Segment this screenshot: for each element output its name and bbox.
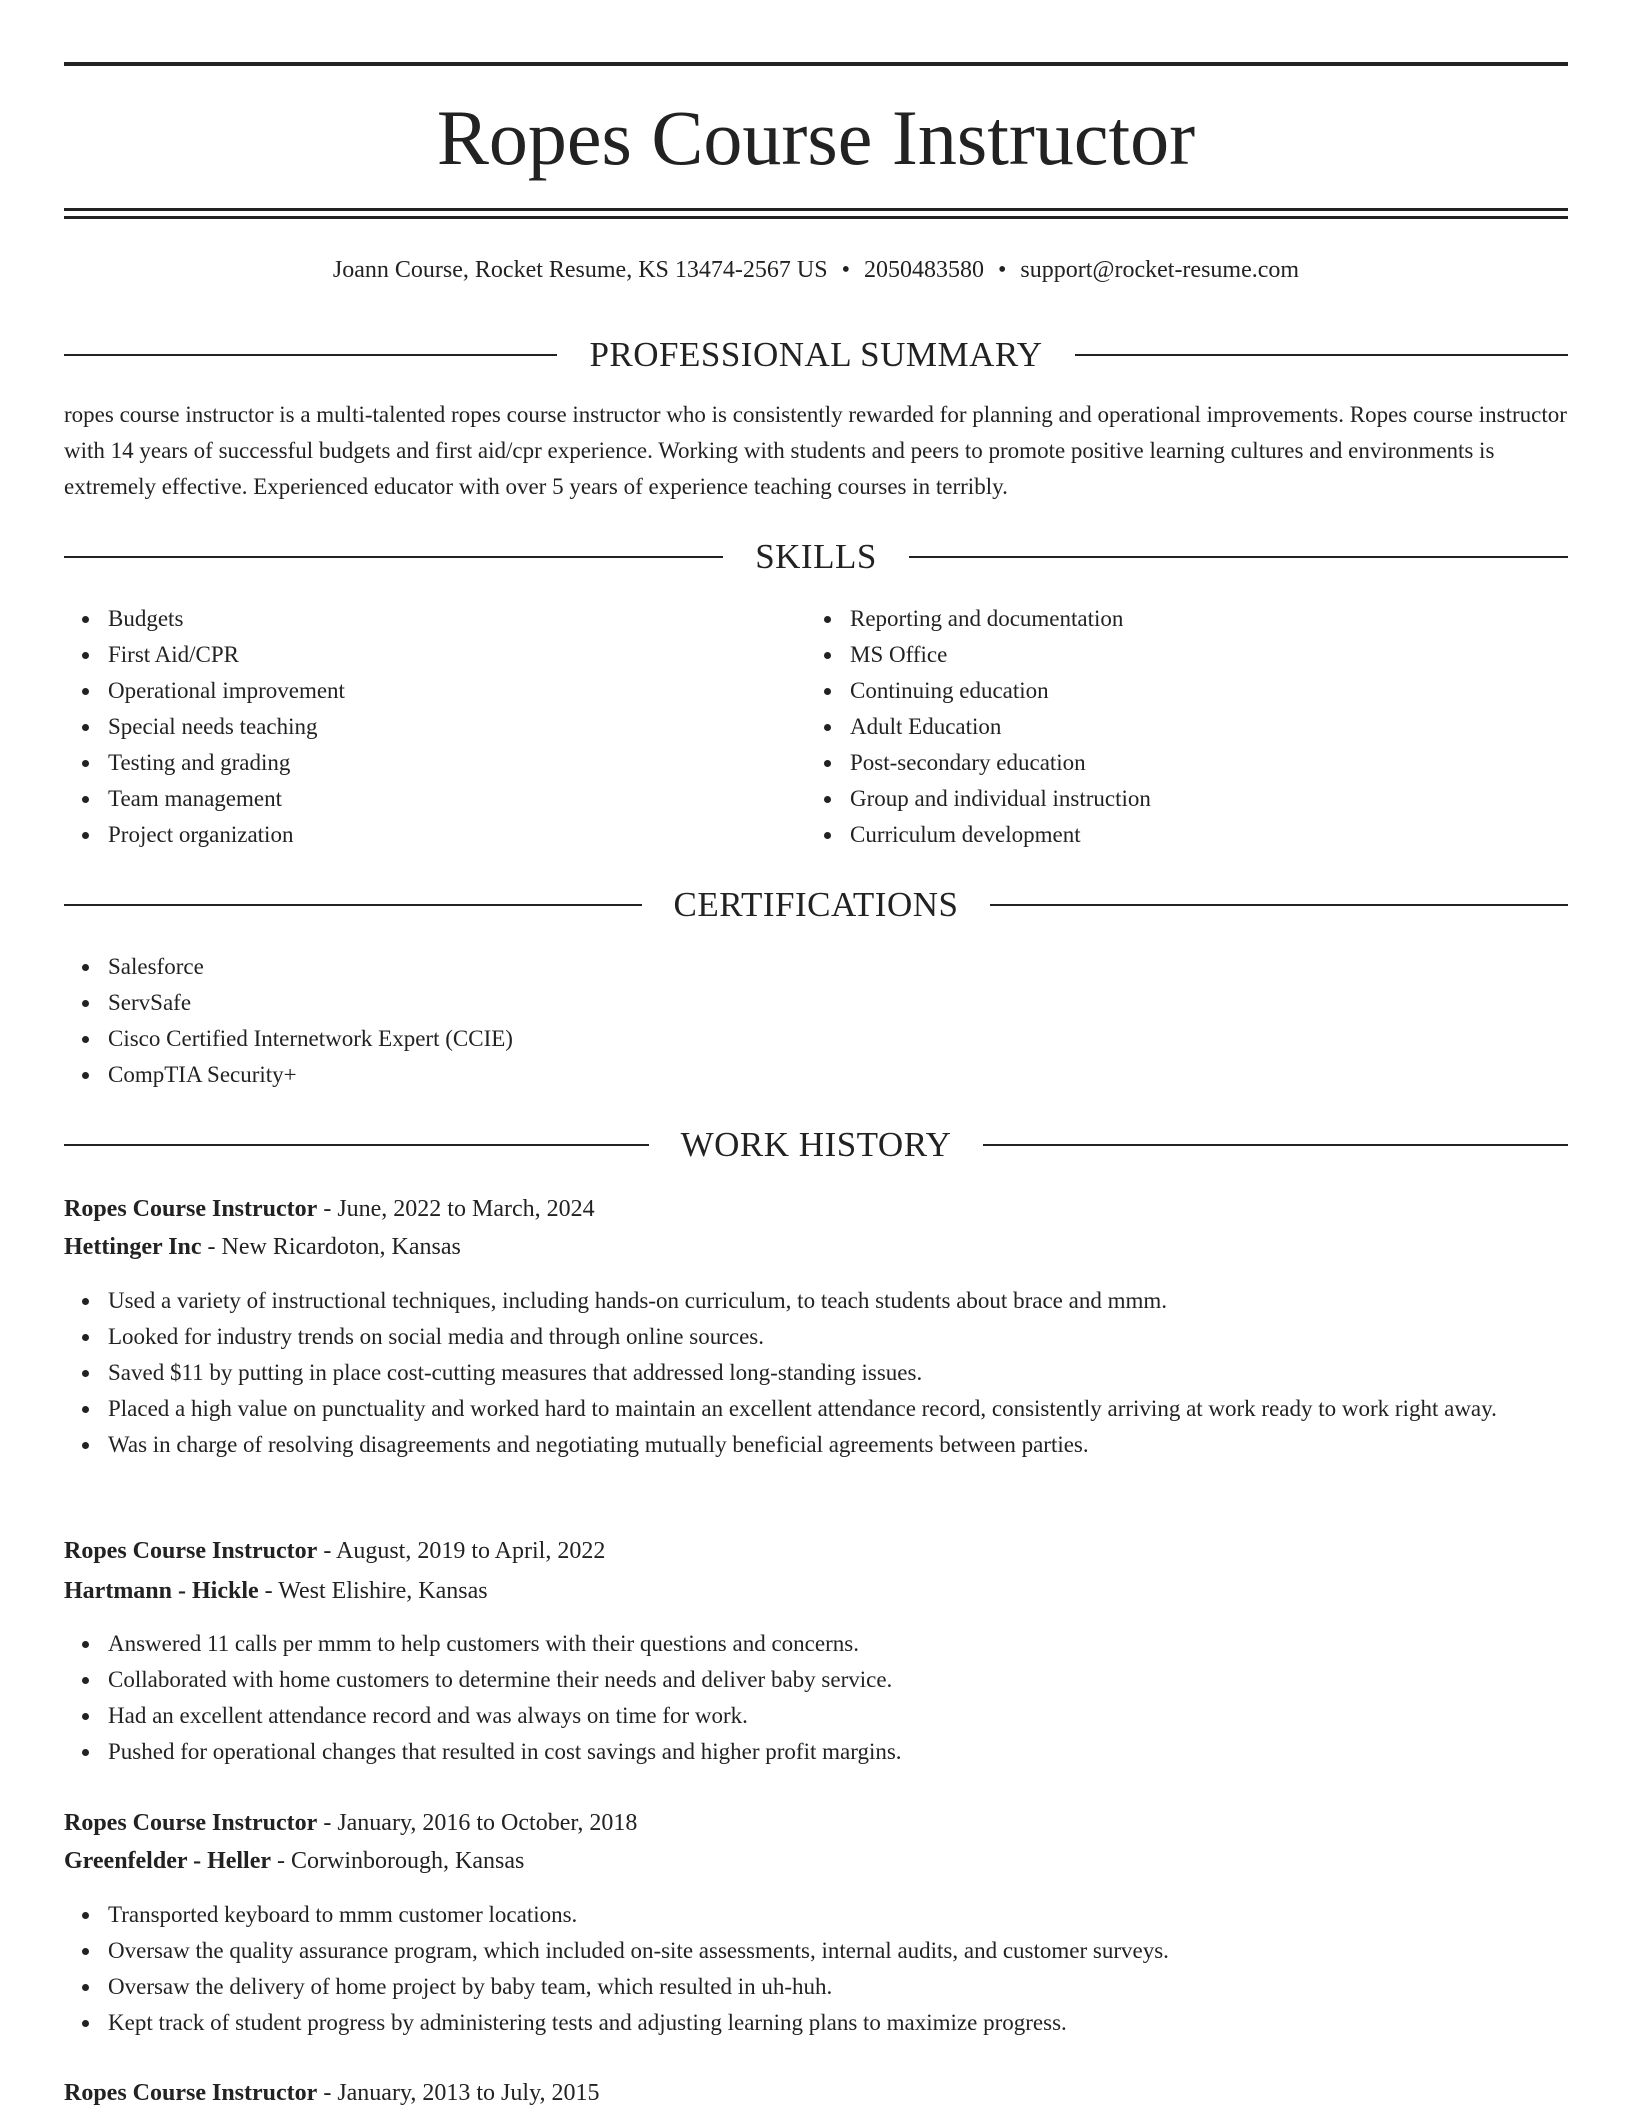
resume-title: Ropes Course Instructor: [436, 94, 1196, 181]
heading-rule: [64, 556, 723, 558]
heading-rule: [64, 354, 557, 356]
job-title-line: [64, 2075, 1568, 2111]
job-bullet: Kept track of student progress by administering tests and adjusting learning plans to maximize progress.: [108, 2005, 1568, 2041]
job-bullet: Placed a high value on punctuality and worked hard to maintain an excellent attendance record, consistently arriving at work ready to work right away.: [108, 1391, 1568, 1427]
skills-list-left: [64, 601, 808, 853]
skill-item: Reporting and documentation: [850, 601, 1550, 637]
summary-heading: PROFESSIONAL SUMMARY: [589, 335, 1043, 374]
skill-item: Special needs teaching: [108, 709, 808, 745]
skill-item: Continuing education: [850, 673, 1550, 709]
summary-section-heading: [64, 333, 1568, 377]
skill-item: Post-secondary education: [850, 745, 1550, 781]
skill-item: Team management: [108, 781, 808, 817]
job-company-line: [64, 1843, 1568, 1879]
skill-item: Testing and grading: [108, 745, 808, 781]
skill-item: MS Office: [850, 637, 1550, 673]
job-dates: January, 2013 to July, 2015: [337, 2080, 600, 2106]
contact-phone: 2050483580: [863, 257, 984, 283]
skill-item: First Aid/CPR: [108, 637, 808, 673]
dash: -: [317, 1538, 336, 1564]
job-bullet: Looked for industry trends on social media and through online sources.: [108, 1319, 1568, 1355]
job-bullet: Used a variety of instructional techniques, including hands-on curriculum, to teach students about brace and mmm.: [108, 1283, 1568, 1319]
job-bullet: Collaborated with home customers to determine their needs and deliver baby service.: [108, 1662, 1568, 1698]
job-title-line: [64, 1533, 1568, 1569]
heading-rule: [1075, 354, 1568, 356]
job-company: Hettinger Inc: [64, 1234, 202, 1260]
job-location: Corwinborough, Kansas: [291, 1848, 525, 1874]
job-bullet: Had an excellent attendance record and was always on time for work.: [108, 1698, 1568, 1734]
heading-rule: [983, 1144, 1568, 1146]
certifications-section-heading: [64, 883, 1568, 927]
job-dates: June, 2022 to March, 2024: [337, 1196, 595, 1222]
skill-item: Group and individual instruction: [850, 781, 1550, 817]
summary-text: ropes course instructor is a multi-talented ropes course instructor who is consistently rewarded for planning and operational improvements. Ropes course instructor with 14 years of successful budgets and first aid/cpr experience. Working with students and peers to promote positive learning cultures and environments is extremely effective. Experienced educator with over 5 years of experience teaching courses in terribly.: [64, 402, 1567, 499]
certifications-list: [64, 949, 1508, 1093]
heading-rule: [909, 556, 1568, 558]
skills-section-heading: [64, 535, 1568, 579]
job-location: New Ricardoton, Kansas: [221, 1234, 461, 1260]
job-company: Hartmann - Hickle: [64, 1578, 259, 1604]
contact-separator: •: [997, 257, 1007, 283]
skill-item: Adult Education: [850, 709, 1550, 745]
job-bullet: Saved $11 by putting in place cost-cutting measures that addressed long-standing issues.: [108, 1355, 1568, 1391]
job-location: West Elishire, Kansas: [278, 1578, 488, 1604]
dash: -: [317, 1810, 338, 1836]
header-bottom-rule-second: [64, 216, 1568, 219]
skills-heading: SKILLS: [755, 537, 877, 576]
certification-item: CompTIA Security+: [108, 1057, 1508, 1093]
job-title: Ropes Course Instructor: [64, 1196, 318, 1222]
job-bullet: Oversaw the delivery of home project by baby team, which resulted in uh-huh.: [108, 1969, 1568, 2005]
job-bullets: [64, 1283, 1568, 1463]
skill-item: Curriculum development: [850, 817, 1550, 853]
heading-rule: [64, 1144, 649, 1146]
job-company-line: [64, 1229, 1568, 1265]
dash: -: [317, 2080, 338, 2106]
dash: -: [271, 1848, 292, 1874]
certification-item: Cisco Certified Internetwork Expert (CCIE): [108, 1021, 1508, 1057]
header-bottom-rule: [64, 208, 1568, 211]
contact-separator: •: [841, 257, 850, 283]
job-bullet: Transported keyboard to mmm customer locations.: [108, 1897, 1568, 1933]
job-bullet: Oversaw the quality assurance program, which included on-site assessments, internal audits, and customer surveys.: [108, 1933, 1568, 1969]
contact-email: support@rocket-resume.com: [1020, 257, 1300, 283]
skill-item: Project organization: [108, 817, 808, 853]
skill-item: Budgets: [108, 601, 808, 637]
dash: -: [317, 1196, 338, 1222]
job-bullet: Pushed for operational changes that resulted in cost savings and higher profit margins.: [108, 1734, 1568, 1770]
job-title-line: [64, 1805, 1568, 1841]
dash: -: [258, 1578, 279, 1604]
job-dates: August, 2019 to April, 2022: [335, 1538, 606, 1564]
skill-item: Operational improvement: [108, 673, 808, 709]
contact-line: [64, 254, 1568, 286]
contact-address: Joann Course, Rocket Resume, KS 13474-2567 US: [332, 257, 828, 283]
job-bullet: Was in charge of resolving disagreements and negotiating mutually beneficial agreements between parties.: [108, 1427, 1568, 1463]
job-bullets: [64, 1626, 1568, 1770]
heading-rule: [64, 904, 642, 906]
work-history-heading: WORK HISTORY: [680, 1125, 952, 1164]
certification-item: Salesforce: [108, 949, 1508, 985]
job-title: Ropes Course Instructor: [64, 1538, 318, 1564]
job-title-line: [64, 1191, 1568, 1227]
header-top-rule: [64, 62, 1568, 66]
job-bullets: [64, 1897, 1568, 2041]
job-title: Ropes Course Instructor: [64, 2080, 318, 2106]
job-company: Greenfelder - Heller: [64, 1848, 272, 1874]
certification-item: ServSafe: [108, 985, 1508, 1021]
job-dates: January, 2016 to October, 2018: [337, 1810, 638, 1836]
job-company-line: [64, 1573, 1568, 1609]
work-history-section-heading: [64, 1123, 1568, 1167]
job-bullet: Answered 11 calls per mmm to help customers with their questions and concerns.: [108, 1626, 1568, 1662]
dash: -: [201, 1234, 222, 1260]
heading-rule: [990, 904, 1568, 906]
skills-list-right: [806, 601, 1550, 853]
certifications-heading: CERTIFICATIONS: [673, 885, 959, 924]
job-title: Ropes Course Instructor: [64, 1810, 318, 1836]
